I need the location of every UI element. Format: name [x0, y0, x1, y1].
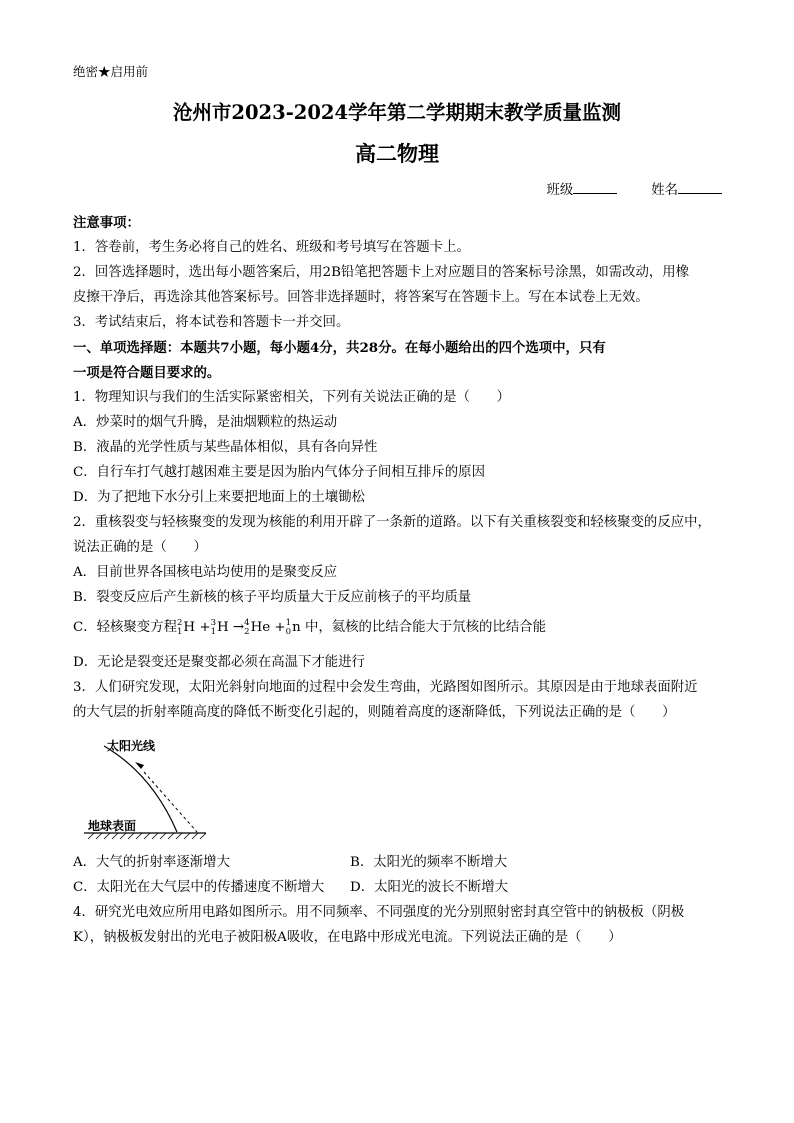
q2-option-c: C．轻核聚变方程 2 1 H + 3 1 H → 4 2 He + 1 0 n 中，氦核的比结合能大于氘核的比结合能	[73, 618, 546, 637]
class-label: 班级	[546, 183, 574, 198]
name-blank[interactable]	[678, 181, 722, 194]
q1-option-d: D．为了把地下水分引上来要把地面上的土壤锄松	[73, 490, 365, 505]
q1-option-c: C．自行车打气越打越困难主要是因为胎内气体分子间相互排斥的原因	[73, 465, 485, 480]
class-blank[interactable]	[573, 181, 617, 194]
q4-stem: 4．研究光电效应所用电路如图所示。用不同频率、不同强度的光分别照射密封真空管中的钠极板（阴极	[73, 905, 685, 920]
q3-option-a: A．大气的折射率逐渐增大	[73, 855, 230, 870]
q1-option-a: A．炒菜时的烟气升腾，是油烟颗粒的热运动	[73, 415, 338, 430]
q3-option-b: B．太阳光的频率不断增大	[350, 855, 508, 870]
q1-option-b: B．液晶的光学性质与某些晶体相似，具有各向异性	[73, 440, 378, 455]
q2-stem-cont: 说法正确的是（ ）	[73, 540, 207, 555]
notes-heading: 注意事项：	[73, 215, 140, 231]
q2-option-d: D．无论是裂变还是聚变都必须在高温下才能进行	[73, 655, 365, 670]
q4-stem-cont: K），钠极板发射出的光电子被阳极A吸收，在电路中形成光电流。下列说法正确的是（ ）	[73, 930, 622, 945]
q3-stem-cont: 的大气层的折射率随高度的降低不断变化引起的，则随着高度的逐渐降低，下列说法正确的是（ ）	[73, 705, 676, 720]
q3-stem: 3．人们研究发现，太阳光斜射向地面的过程中会发生弯曲，光路图如图所示。其原因是由于地球表面附近	[73, 680, 698, 695]
q3-option-d: D．太阳光的波长不断增大	[350, 880, 509, 895]
note-item: 1．答卷前，考生务必将自己的姓名、班级和考号填写在答题卡上。	[73, 240, 470, 255]
section-heading-cont: 一项是符合题目要求的。	[73, 365, 221, 381]
class-name-line	[546, 179, 722, 198]
subject-title: 高二物理	[355, 141, 439, 166]
sunlight-refraction-figure	[82, 734, 212, 846]
sunlight-label: 太阳光线	[107, 739, 156, 753]
confidential-label: 绝密★启用前	[73, 64, 149, 79]
section-heading: 一、单项选择题：本题共7小题，每小题4分，共28分。在每小题给出的四个选项中，只有	[73, 340, 606, 356]
q1-stem: 1．物理知识与我们的生活实际紧密相关，下列有关说法正确的是（ ）	[73, 390, 511, 405]
exam-title: 沧州市2023-2024学年第二学期期末教学质量监测	[172, 101, 622, 124]
note-item: 皮擦干净后，再选涂其他答案标号。回答非选择题时，将答案写在答题卡上。写在本试卷上无效。	[73, 290, 649, 305]
note-item: 3．考试结束后，将本试卷和答题卡一并交回。	[73, 315, 350, 330]
note-item: 2．回答选择题时，选出每小题答案后，用2B铅笔把答题卡上对应题目的答案标号涂黑，如需改动，用橡	[73, 265, 690, 280]
q2-option-a: A．目前世界各国核电站均使用的是聚变反应	[73, 565, 338, 580]
name-label: 姓名	[651, 183, 678, 198]
q3-option-c: C．太阳光在大气层中的传播速度不断增大	[73, 880, 325, 895]
q2-option-b: B．裂变反应后产生新核的核子平均质量大于反应前核子的平均质量	[73, 590, 472, 605]
q2-stem: 2．重核裂变与轻核聚变的发现为核能的利用开辟了一条新的道路。以下有关重核裂变和轻核聚变的反应中，	[73, 515, 711, 530]
ground-label: 地球表面	[88, 819, 137, 833]
